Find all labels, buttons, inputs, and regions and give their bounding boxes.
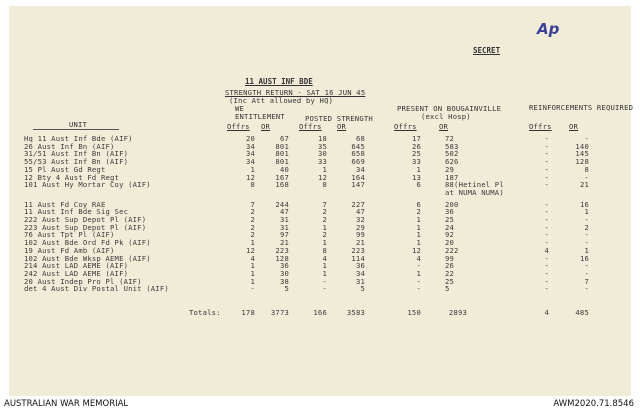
row-ps-offrs: 1 — [322, 222, 327, 232]
row-re-or: - — [584, 215, 589, 224]
row-unit: 55/53 Aust Inf Bn (AIF) — [24, 157, 129, 167]
row-ps-or: 68 — [355, 134, 365, 143]
row-we-or: 168 — [275, 180, 289, 190]
row-ps-or: 34 — [355, 268, 365, 278]
row-we-or: 40 — [279, 164, 289, 174]
row-we-or: 21 — [279, 238, 289, 248]
row-unit: 26 Aust Inf Bn (AIF) — [24, 141, 115, 151]
row-we-offrs: 34 — [245, 157, 255, 167]
row-re-or: 16 — [579, 199, 589, 209]
row-we-or: 244 — [275, 199, 289, 209]
row-we-or: 5 — [284, 284, 289, 294]
row-pr-offrs: 1 — [416, 268, 421, 278]
row-ps-offrs: 8 — [322, 245, 327, 255]
archive-name: AUSTRALIAN WAR MEMORIAL — [4, 399, 129, 409]
row-re-offrs: - — [544, 207, 549, 217]
row-pr-or: 200 — [445, 199, 459, 209]
row-we-or: 223 — [275, 245, 289, 255]
row-unit: 214 Aust LAD AEME (AIF) — [24, 261, 129, 271]
row-pr-or: 29 — [445, 164, 455, 174]
row-ps-offrs: 2 — [322, 215, 327, 224]
row-pr-or: 5 — [445, 284, 450, 294]
row-ps-offrs: 18 — [317, 134, 327, 143]
row-we-offrs: 8 — [250, 180, 255, 190]
row-pr-offrs: - — [416, 276, 421, 286]
row-pr-or: 222 — [445, 245, 459, 255]
row-re-offrs: - — [544, 222, 549, 232]
row-we-or: 167 — [275, 172, 289, 182]
row-we-offrs: - — [250, 284, 255, 294]
row-re-or: 140 — [575, 141, 589, 151]
row-ps-or: 34 — [355, 164, 365, 174]
row-we-offrs: 2 — [250, 215, 255, 224]
row-re-or: - — [584, 238, 589, 248]
row-we-or: 801 — [275, 141, 289, 151]
row-we-offrs: 4 — [250, 253, 255, 263]
unit-underline — [33, 129, 119, 130]
row-we-or: 67 — [279, 134, 289, 143]
row-ps-or: 31 — [355, 276, 365, 286]
row-ps-offrs: - — [322, 284, 327, 294]
row-unit: 76 Aust Tpt Pl (AIF) — [24, 230, 115, 240]
row-unit: 223 Aust Sup Depot Pl (AIF) — [24, 222, 147, 232]
total-pr-or: 2893 — [448, 308, 467, 317]
totals-label: Totals: — [189, 308, 221, 317]
row-re-offrs: - — [544, 253, 549, 263]
total-pr-offrs: 150 — [407, 308, 421, 317]
archive-footer — [0, 396, 640, 414]
row-ps-or: 669 — [351, 157, 365, 167]
row-we-or: 38 — [279, 276, 289, 286]
total-we-offrs: 178 — [241, 308, 255, 317]
pr-or-heading: OR — [439, 122, 449, 131]
row-we-offrs: 1 — [250, 261, 255, 271]
row-ps-or: 32 — [355, 215, 365, 224]
row-pr-offrs: - — [416, 261, 421, 271]
row-ps-offrs: 35 — [317, 141, 327, 151]
row-re-offrs: - — [544, 276, 549, 286]
row-we-offrs: 20 — [245, 134, 255, 143]
row-ps-offrs: 1 — [322, 164, 327, 174]
row-we-or: 47 — [279, 207, 289, 217]
row-re-offrs: - — [544, 230, 549, 240]
row-re-offrs: - — [544, 157, 549, 167]
row-re-or: 128 — [575, 157, 589, 167]
row-ps-offrs: 8 — [322, 180, 327, 190]
row-pr-offrs: 1 — [416, 230, 421, 240]
row-pr-or: 583 — [445, 141, 459, 151]
row-ps-offrs: 33 — [317, 157, 327, 167]
total-re-or: 485 — [575, 308, 589, 317]
row-pr-offrs: 1 — [416, 215, 421, 224]
row-pr-offrs: - — [416, 284, 421, 294]
row-pr-or: 72 — [445, 134, 455, 143]
row-ps-offrs: 4 — [322, 253, 327, 263]
row-ps-or: 36 — [355, 261, 365, 271]
row-re-or: - — [584, 172, 589, 182]
row-pr-offrs: 33 — [411, 157, 421, 167]
accession-number: AWM2020.71.8546 — [553, 399, 634, 409]
row-unit: 102 Aust Bde Wksp AEME (AIF) — [24, 253, 151, 263]
total-we-or: 3773 — [270, 308, 289, 317]
row-re-offrs: 4 — [544, 245, 549, 255]
row-unit: 242 Aust LAD AEME (AIF) — [24, 268, 129, 278]
posted-strength-heading: POSTED STRENGTH — [305, 114, 373, 123]
row-unit: 15 Pl Aust Gd Regt — [24, 164, 106, 174]
row-pr-or: 88(Hetinel Pl — [445, 180, 504, 190]
row-we-offrs: 1 — [250, 164, 255, 174]
row-pr-or: 502 — [445, 149, 459, 159]
strength-return-heading: STRENGTH RETURN - SAT 16 JUN 45 — [225, 88, 366, 97]
handwritten-annotation: Ap — [537, 20, 560, 38]
row-pr-offrs: 25 — [411, 149, 421, 159]
total-ps-offrs: 166 — [313, 308, 327, 317]
row-we-offrs: 34 — [245, 149, 255, 159]
row-unit: 31/51 Aust Inf Bn (AIF) — [24, 149, 129, 159]
row-pr-or: at NUMA NUMA) — [445, 187, 504, 197]
row-we-or: 36 — [279, 261, 289, 271]
row-we-or: 31 — [279, 222, 289, 232]
row-pr-offrs: 2 — [416, 207, 421, 217]
row-pr-offrs: 17 — [411, 134, 421, 143]
row-ps-or: 645 — [351, 141, 365, 151]
reinforcements-heading: REINFORCEMENTS REQUIRED — [529, 103, 634, 112]
row-re-offrs: - — [544, 268, 549, 278]
we-or-heading: OR — [261, 122, 271, 131]
row-we-offrs: 1 — [250, 268, 255, 278]
row-ps-or: 5 — [360, 284, 365, 294]
row-pr-or: 36 — [445, 207, 455, 217]
row-unit: 19 Aust Fd Amb (AIF) — [24, 245, 115, 255]
row-ps-or: 147 — [351, 180, 365, 190]
row-ps-offrs: 30 — [317, 149, 327, 159]
row-we-or: 30 — [279, 268, 289, 278]
row-ps-offrs: 1 — [322, 261, 327, 271]
row-ps-or: 223 — [351, 245, 365, 255]
row-unit: 101 Aust Hy Mortar Coy (AIF) — [24, 180, 151, 190]
row-re-or: - — [584, 268, 589, 278]
present-heading: PRESENT ON BOUGAINVILLE — [397, 104, 502, 113]
row-ps-or: 227 — [351, 199, 365, 209]
row-unit: 102 Aust Bde Ord Fd Pk (AIF) — [24, 238, 151, 248]
re-offrs-heading: Offrs — [529, 122, 552, 131]
heading-note: (Inc Att allowed by HQ) — [229, 96, 334, 105]
row-pr-or: 25 — [445, 276, 455, 286]
we-offrs-heading: Offrs — [227, 122, 250, 131]
row-pr-or: 26 — [445, 261, 455, 271]
row-we-offrs: 1 — [250, 276, 255, 286]
row-pr-or: 626 — [445, 157, 459, 167]
row-pr-or: 99 — [445, 253, 455, 263]
row-re-offrs: - — [544, 149, 549, 159]
unit-column-heading: UNIT — [69, 120, 88, 129]
row-unit: 11 Aust Fd Coy RAE — [24, 199, 106, 209]
row-re-or: 21 — [579, 180, 589, 190]
row-re-offrs: - — [544, 180, 549, 190]
row-re-offrs: - — [544, 215, 549, 224]
row-unit: 11 Aust Inf Bde Sig Sec — [24, 207, 129, 217]
row-ps-offrs: 1 — [322, 238, 327, 248]
total-ps-or: 3583 — [346, 308, 365, 317]
row-ps-or: 47 — [355, 207, 365, 217]
row-re-or: 145 — [575, 149, 589, 159]
row-pr-or: 25 — [445, 215, 455, 224]
row-pr-offrs: 1 — [416, 164, 421, 174]
row-pr-offrs: 26 — [411, 141, 421, 151]
document-sheet — [9, 6, 634, 396]
ps-offrs-heading: Offrs — [299, 122, 322, 131]
excl-hosp-note: (excl Hosp) — [421, 112, 471, 121]
total-re-offrs: 4 — [544, 308, 549, 317]
row-ps-offrs: 2 — [322, 230, 327, 240]
row-pr-offrs: 6 — [416, 180, 421, 190]
row-ps-or: 114 — [351, 253, 365, 263]
row-unit: 20 Aust Indep Pro Pl (AIF) — [24, 276, 142, 286]
row-ps-offrs: 7 — [322, 199, 327, 209]
row-re-offrs: - — [544, 261, 549, 271]
row-we-offrs: 34 — [245, 141, 255, 151]
row-pr-offrs: 6 — [416, 199, 421, 209]
row-re-or: - — [584, 261, 589, 271]
row-ps-offrs: - — [322, 276, 327, 286]
row-we-offrs: 12 — [245, 172, 255, 182]
row-we-offrs: 1 — [250, 238, 255, 248]
re-or-heading: OR — [569, 122, 579, 131]
row-pr-or: 20 — [445, 238, 455, 248]
row-pr-offrs: 1 — [416, 222, 421, 232]
row-pr-or: 22 — [445, 268, 455, 278]
row-we-or: 31 — [279, 215, 289, 224]
row-we-offrs: 7 — [250, 199, 255, 209]
row-ps-offrs: 12 — [317, 172, 327, 182]
row-pr-offrs: 4 — [416, 253, 421, 263]
row-unit: 12 Bty 4 Aust Fd Regt — [24, 172, 120, 182]
row-re-offrs: - — [544, 164, 549, 174]
row-pr-or: 24 — [445, 222, 455, 232]
row-we-or: 128 — [275, 253, 289, 263]
row-re-offrs: - — [544, 284, 549, 294]
row-re-or: 8 — [584, 164, 589, 174]
row-unit: Hq 11 Aust Inf Bde (AIF) — [24, 134, 133, 143]
classification-label: SECRET — [473, 46, 501, 55]
row-ps-or: 21 — [355, 238, 365, 248]
row-we-or: 97 — [279, 230, 289, 240]
row-pr-or: 92 — [445, 230, 455, 240]
row-re-or: - — [584, 230, 589, 240]
row-re-offrs: - — [544, 134, 549, 143]
row-pr-offrs: 13 — [411, 172, 421, 182]
row-re-or: - — [584, 134, 589, 143]
row-we-offrs: 12 — [245, 245, 255, 255]
row-ps-offrs: 1 — [322, 268, 327, 278]
row-re-offrs: - — [544, 172, 549, 182]
row-ps-or: 658 — [351, 149, 365, 159]
row-ps-or: 99 — [355, 230, 365, 240]
row-ps-or: 164 — [351, 172, 365, 182]
row-pr-or: 187 — [445, 172, 459, 182]
we-entitlement-heading: WE ENTITLEMENT — [235, 104, 285, 121]
row-we-or: 801 — [275, 157, 289, 167]
row-re-offrs: - — [544, 199, 549, 209]
row-re-or: - — [584, 284, 589, 294]
row-re-offrs: - — [544, 238, 549, 248]
row-we-or: 801 — [275, 149, 289, 159]
row-re-or: 16 — [579, 253, 589, 263]
row-re-or: 1 — [584, 207, 589, 217]
row-pr-offrs: 1 — [416, 238, 421, 248]
pr-offrs-heading: Offrs — [394, 122, 417, 131]
row-ps-offrs: 2 — [322, 207, 327, 217]
document-title: 11 AUST INF BDE — [245, 77, 313, 86]
row-we-offrs: 2 — [250, 207, 255, 217]
row-re-offrs: - — [544, 141, 549, 151]
row-unit: det 4 Aust Div Postal Unit (AIF) — [24, 284, 169, 294]
row-we-offrs: 2 — [250, 222, 255, 232]
row-we-offrs: 2 — [250, 230, 255, 240]
row-ps-or: 29 — [355, 222, 365, 232]
row-re-or: 1 — [584, 245, 589, 255]
row-re-or: 2 — [584, 222, 589, 232]
row-pr-offrs: 12 — [411, 245, 421, 255]
row-re-or: 7 — [584, 276, 589, 286]
row-unit: 222 Aust Sup Depot Pl (AIF) — [24, 215, 147, 224]
ps-or-heading: OR — [337, 122, 347, 131]
